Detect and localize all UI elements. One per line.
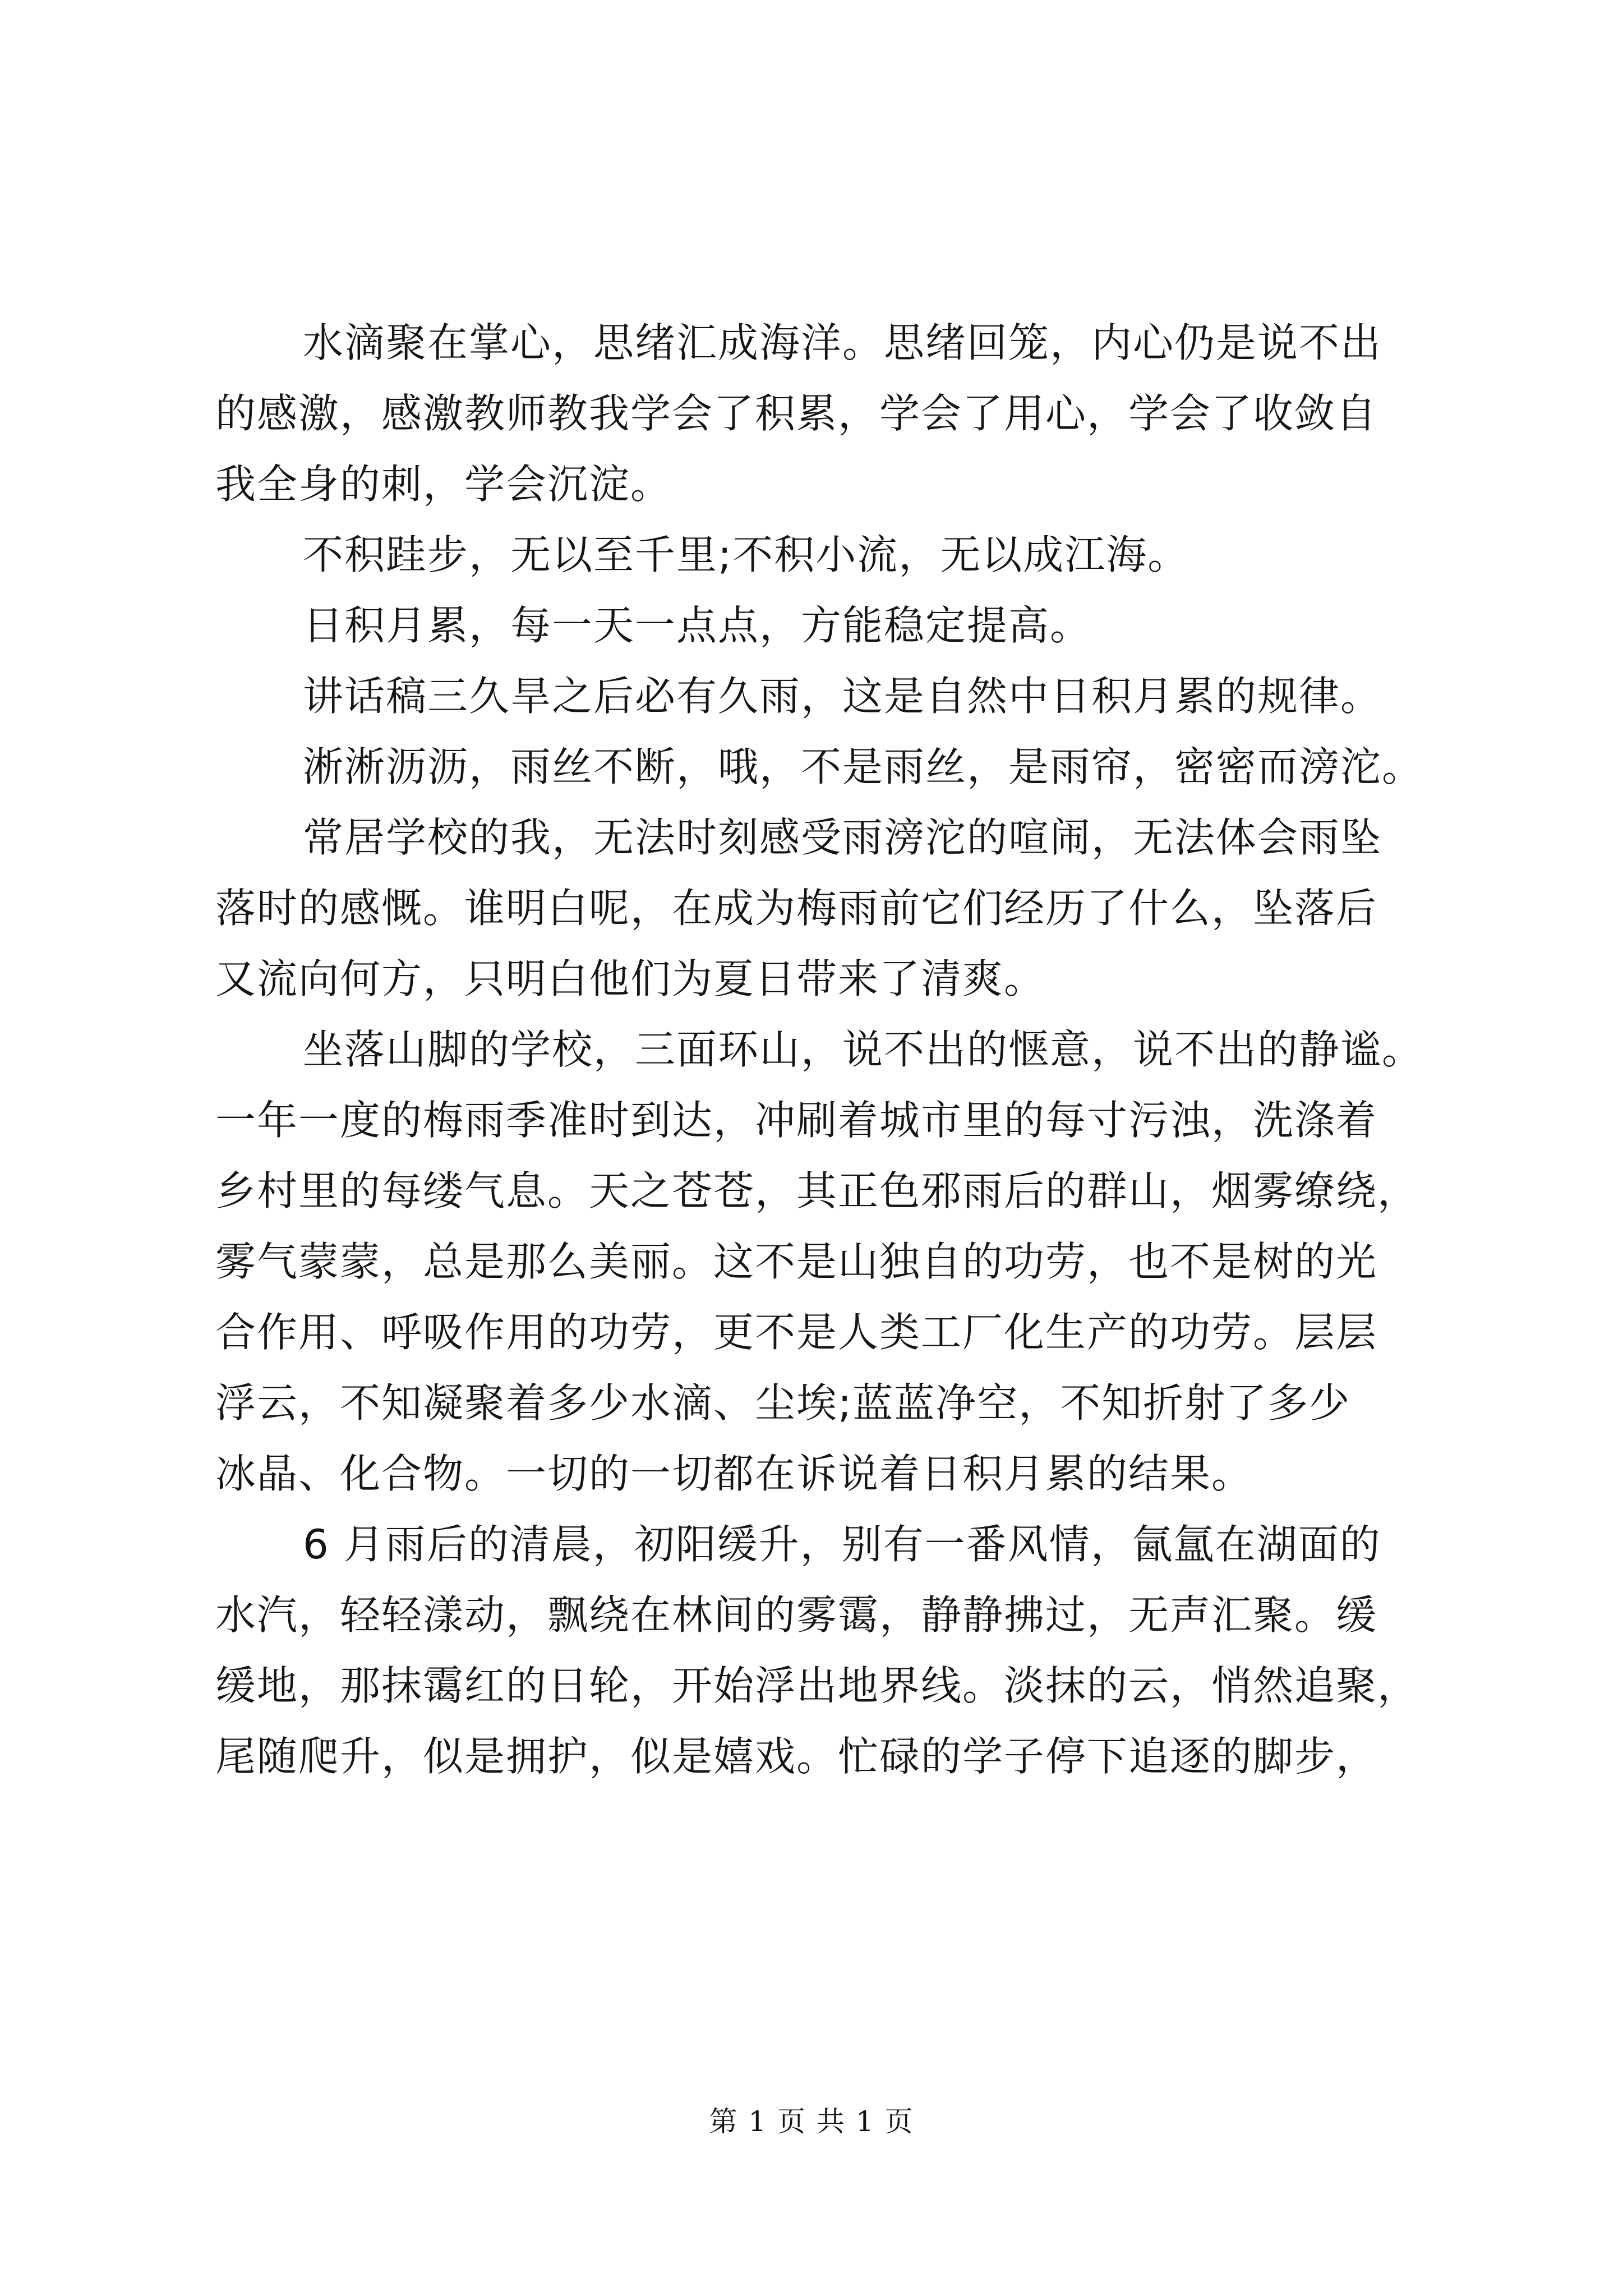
text-line: 合作用、呼吸作用的功劳，更不是人类工厂化生产的功劳。层层 [215, 1309, 1378, 1356]
text-line: 讲话稿三久旱之后必有久雨，这是自然中日积月累的规律。 [303, 673, 1382, 720]
text-line: 6 月雨后的清晨，初阳缓升，别有一番风情，氤氲在湖面的 [303, 1521, 1381, 1568]
page-number-footer: 第 1 页 共 1 页 [709, 2105, 914, 2138]
text-line: 淅淅沥沥，雨丝不断，哦，不是雨丝，是雨帘，密密而滂沱。 [303, 743, 1424, 790]
text-line: 水汽，轻轻漾动，飘绕在林间的雾霭，静静拂过，无声汇聚。缓 [215, 1591, 1378, 1639]
text-line: 常居学校的我，无法时刻感受雨滂沱的喧闹，无法体会雨坠 [303, 814, 1382, 861]
text-line: 又流向何方，只明白他们为夏日带来了清爽。 [215, 955, 1046, 1002]
text-line: 浮云，不知凝聚着多少水滴、尘埃;蓝蓝净空，不知折射了多少 [215, 1379, 1351, 1427]
document-body [215, 307, 1424, 1792]
text-line: 的感激，感激教师教我学会了积累，学会了用心，学会了收敛自 [215, 390, 1378, 437]
text-line: 坐落山脚的学校，三面环山，说不出的惬意，说不出的静谧。 [303, 1026, 1424, 1073]
text-line: 冰晶、化合物。一切的一切都在诉说着日积月累的结果。 [215, 1450, 1253, 1497]
text-line: 日积月累，每一天一点点，方能稳定提高。 [303, 602, 1092, 649]
text-line: 缓地，那抹霭红的日轮，开始浮出地界线。淡抹的云，悄然追聚， [215, 1662, 1419, 1709]
text-line: 我全身的刺，学会沉淀。 [215, 461, 672, 508]
text-line: 一年一度的梅雨季准时到达，冲刷着城市里的每寸污浊，洗涤着 [215, 1097, 1378, 1144]
text-line: 尾随爬升，似是拥护，似是嬉戏。忙碌的学子停下追逐的脚步， [215, 1733, 1378, 1780]
text-line: 水滴聚在掌心，思绪汇成海洋。思绪回笼，内心仍是说不出 [303, 319, 1382, 366]
text-line: 不积跬步，无以至千里;不积小流，无以成江海。 [303, 531, 1189, 578]
text-line: 落时的感慨。谁明白呢，在成为梅雨前它们经历了什么，坠落后 [215, 885, 1378, 932]
text-line: 乡村里的每缕气息。天之苍苍，其正色邪雨后的群山，烟雾缭绕， [215, 1167, 1419, 1214]
text-line: 雾气蒙蒙，总是那么美丽。这不是山独自的功劳，也不是树的光 [215, 1238, 1378, 1285]
